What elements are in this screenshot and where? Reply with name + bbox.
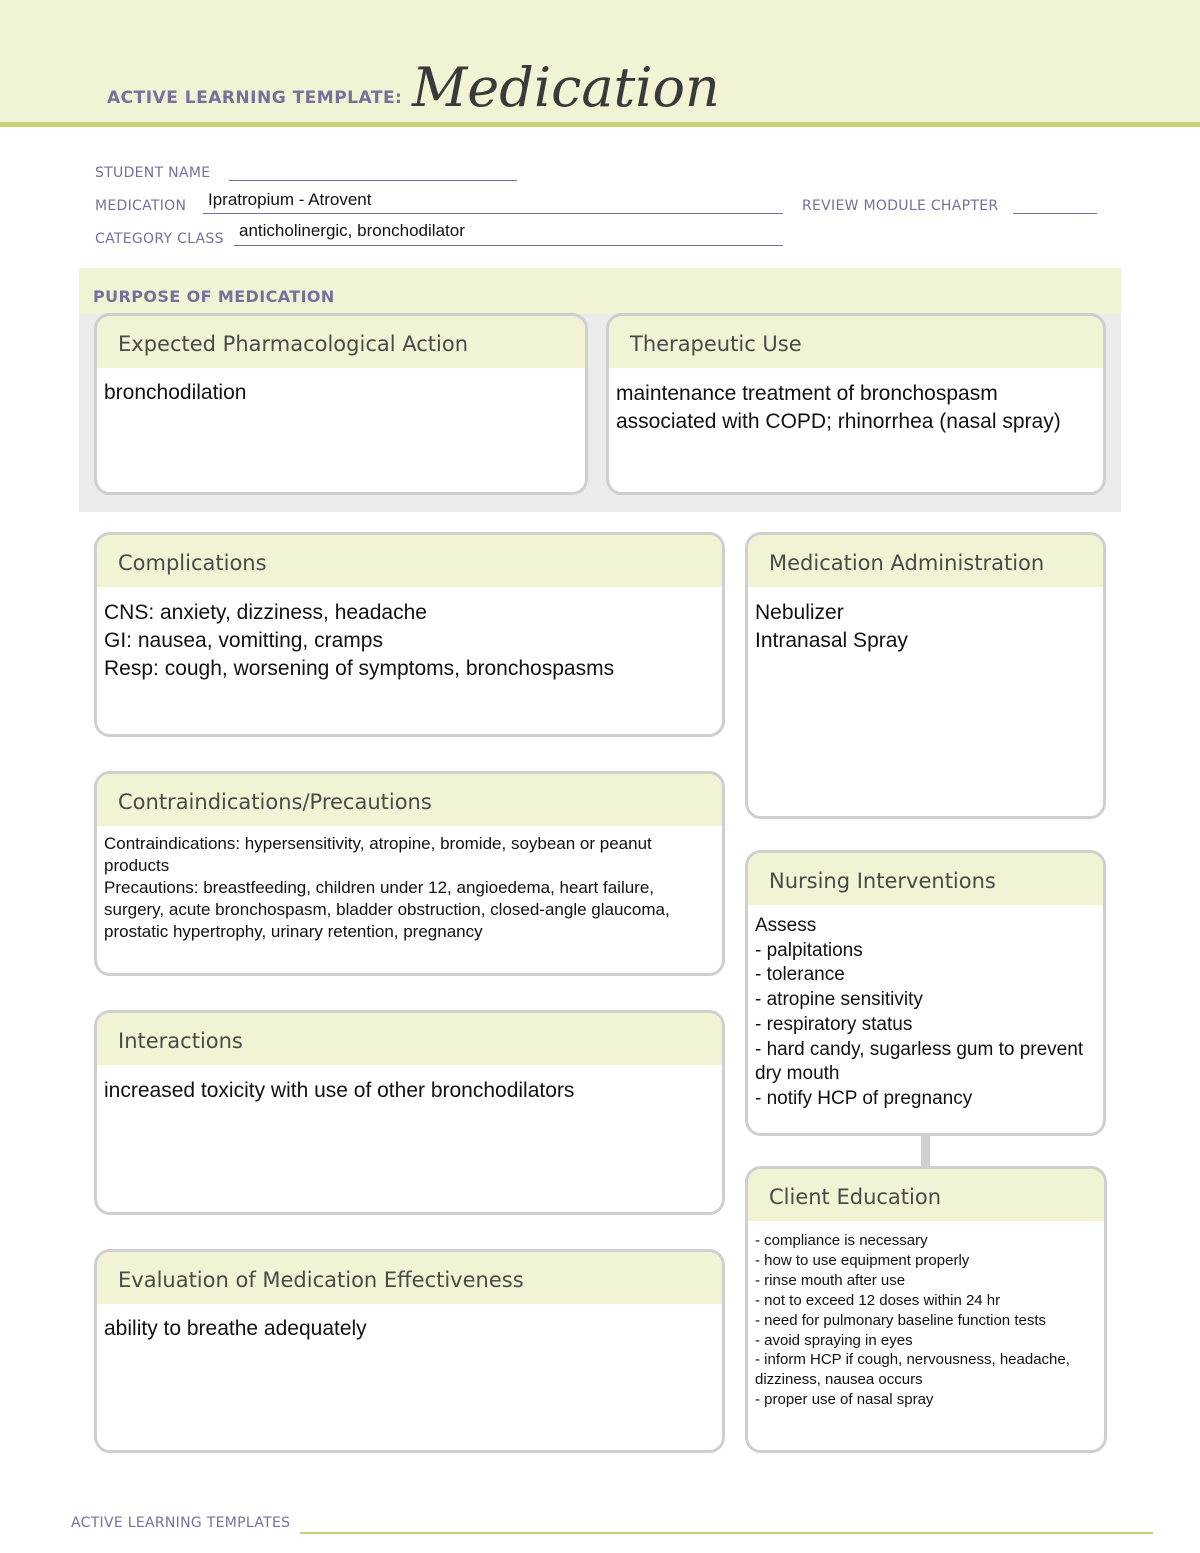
administration-box	[745, 532, 1106, 819]
therapeutic-use-title: Therapeutic Use	[609, 316, 1103, 368]
template-label: ACTIVE LEARNING TEMPLATE:	[107, 88, 403, 108]
complications-text[interactable]: CNS: anxiety, dizziness, headache GI: nausea, vomitting, cramps Resp: cough, worsening of symptoms, bronchospasms	[104, 601, 615, 680]
box-connector	[921, 1134, 930, 1168]
evaluation-title: Evaluation of Medication Effectiveness	[97, 1252, 722, 1304]
review-module-label: REVIEW MODULE CHAPTER	[802, 198, 999, 214]
therapeutic-use-box	[606, 313, 1106, 495]
expected-action-box	[94, 313, 588, 495]
evaluation-box	[94, 1249, 725, 1453]
footer-label: ACTIVE LEARNING TEMPLATES	[71, 1515, 291, 1531]
header-rule	[0, 122, 1200, 127]
footer-rule	[300, 1532, 1153, 1534]
client-education-box	[745, 1166, 1107, 1453]
student-name-label: STUDENT NAME	[95, 165, 211, 181]
medication-line	[203, 213, 783, 214]
administration-title: Medication Administration	[748, 535, 1103, 587]
page-title: Medication	[412, 56, 720, 119]
contraindications-title: Contraindications/Precautions	[97, 774, 722, 826]
complications-box	[94, 532, 725, 737]
review-module-line	[1013, 213, 1097, 214]
category-class-field[interactable]: anticholinergic, bronchodilator	[239, 221, 465, 240]
complications-title: Complications	[97, 535, 722, 587]
nursing-interventions-title: Nursing Interventions	[748, 853, 1103, 905]
interactions-text[interactable]: increased toxicity with use of other bronchodilators	[104, 1079, 575, 1102]
administration-text[interactable]: Nebulizer Intranasal Spray	[755, 601, 908, 652]
contraindications-text[interactable]: Contraindications: hypersensitivity, atropine, bromide, soybean or peanut products Precautions: breastfeeding, children under 12, angioedema, heart failure, surgery, acute bronchospasm, bladder obstruction, closed-angle glaucoma, prostatic hypertrophy, urinary retention, pregnancy	[104, 834, 670, 941]
category-class-label: CATEGORY CLASS	[95, 231, 224, 247]
contraindications-box	[94, 771, 725, 976]
medication-label: MEDICATION	[95, 198, 187, 214]
expected-action-text[interactable]: bronchodilation	[104, 381, 247, 404]
nursing-interventions-box	[745, 850, 1106, 1136]
medication-field[interactable]: Ipratropium - Atrovent	[208, 190, 372, 209]
interactions-title: Interactions	[97, 1013, 722, 1065]
nursing-interventions-text[interactable]: Assess - palpitations - tolerance - atropine sensitivity - respiratory status - hard candy, sugarless gum to prevent dry mouth - notify HCP of pregnancy	[755, 915, 1084, 1109]
student-name-line	[229, 180, 517, 181]
interactions-box	[94, 1010, 725, 1215]
purpose-label: PURPOSE OF MEDICATION	[93, 287, 335, 306]
therapeutic-use-text[interactable]: maintenance treatment of bronchospasm associated with COPD; rhinorrhea (nasal spray)	[616, 382, 1061, 433]
expected-action-title: Expected Pharmacological Action	[97, 316, 585, 368]
category-class-line	[234, 245, 783, 246]
client-education-text[interactable]: - compliance is necessary - how to use equipment properly - rinse mouth after use - not to exceed 12 doses within 24 hr - need for pulmonary baseline function tests - avoid spraying in eyes - inform HCP if cough, nervousness, headache, dizziness, nausea occurs - proper use of nasal spray	[755, 1232, 1070, 1409]
client-education-title: Client Education	[748, 1169, 1104, 1221]
evaluation-text[interactable]: ability to breathe adequately	[104, 1317, 367, 1340]
